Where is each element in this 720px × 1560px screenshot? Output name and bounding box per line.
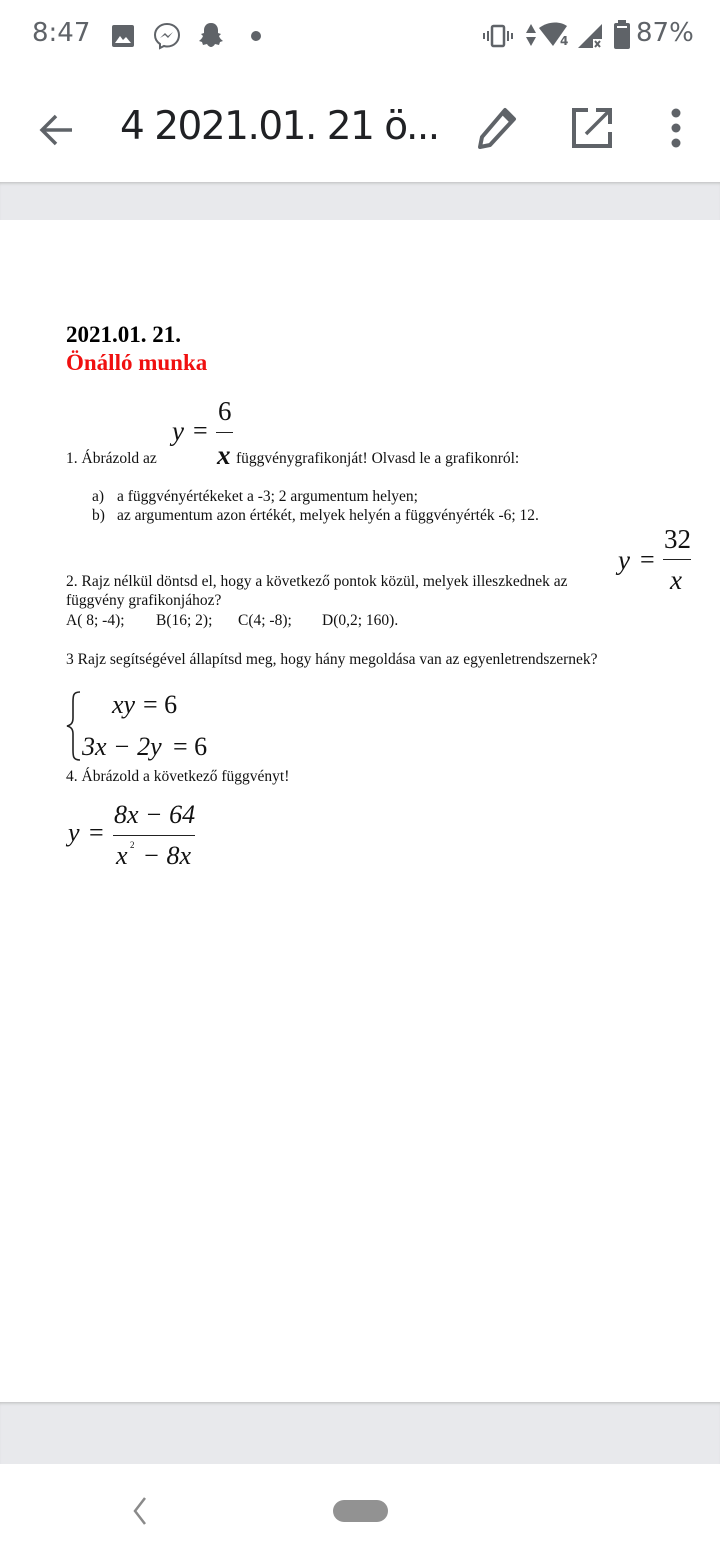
q2-formula-lhs: y	[618, 545, 630, 575]
vibrate-icon	[482, 24, 514, 48]
back-nav-icon[interactable]	[130, 1494, 150, 1528]
viewer-background-top	[0, 182, 720, 220]
document-page[interactable]	[0, 220, 720, 1402]
q2-fraction-bar	[663, 559, 691, 560]
q4-fraction-bar	[113, 835, 195, 836]
image-icon	[111, 24, 135, 48]
messenger-icon	[153, 22, 181, 50]
document-title: 4 2021.01. 21 ö...	[120, 104, 439, 149]
app-bar	[0, 72, 720, 182]
q1-formula-eq: =	[193, 416, 208, 445]
q2-formula-numerator: 32	[664, 524, 691, 554]
left-brace-icon	[64, 690, 84, 762]
status-bar	[0, 0, 720, 72]
q4-denominator-rest: − 8x	[136, 841, 192, 870]
q1-item-a-text: a függvényértékeket a -3; 2 argumentum helyen;	[117, 488, 418, 505]
q1-fraction-bar	[216, 432, 233, 433]
cell-signal-icon	[576, 22, 604, 50]
q1-item-a-label: a)	[92, 488, 105, 505]
viewer-background-bottom	[0, 1402, 720, 1464]
svg-text:4: 4	[560, 34, 569, 48]
data-arrows-icon	[525, 22, 537, 48]
battery-icon	[613, 20, 631, 50]
q3-eq2-lhs: 3x − 2y	[82, 732, 162, 761]
open-external-icon[interactable]	[570, 106, 614, 150]
q3-eq1-lhs: xy	[112, 690, 136, 719]
q3-eq1-rhs: = 6	[143, 690, 178, 719]
q4-formula-numerator: 8x − 64	[114, 800, 196, 829]
q1-suffix: függvénygrafikonját! Olvasd le a grafikonról:	[236, 450, 520, 467]
q1-item-b-text: az argumentum azon értékét, melyek helyén a függvényérték -6; 12.	[117, 507, 539, 524]
q2-point-a: A( 8; -4);	[66, 612, 125, 629]
q4-denominator-base: x	[116, 841, 128, 870]
q1-formula-denominator: x	[217, 440, 231, 470]
q4-formula-lhs: y	[68, 818, 80, 847]
arrow-left-icon[interactable]	[34, 108, 78, 152]
q2-formula-denominator: x	[670, 565, 682, 595]
snapchat-icon	[197, 21, 225, 49]
system-nav-bar	[0, 1464, 720, 1560]
battery-percent: 87%	[636, 18, 694, 48]
q2-line2: függvény grafikonjához?	[66, 592, 222, 609]
q4-denominator-exponent: 2	[130, 840, 135, 850]
q2-formula-eq: =	[640, 545, 655, 574]
q2-point-d: D(0,2; 160).	[322, 612, 399, 629]
home-pill[interactable]	[333, 1500, 388, 1522]
wifi-icon	[538, 22, 574, 48]
more-vert-icon[interactable]	[662, 106, 690, 150]
edit-icon[interactable]	[474, 104, 522, 152]
q4-formula-eq: =	[89, 818, 104, 847]
q2-point-c: C(4; -8);	[238, 612, 292, 629]
document-subtitle: Önálló munka	[66, 350, 208, 375]
dot-icon	[250, 30, 262, 42]
q3-text: 3 Rajz segítségével állapítsd meg, hogy hány megoldása van az egyenletrendszernek?	[66, 651, 598, 668]
q2-point-b: B(16; 2);	[156, 612, 213, 629]
clock: 8:47	[32, 18, 91, 48]
q2-line1: 2. Rajz nélkül döntsd el, hogy a következő pontok közül, melyek illeszkednek az	[66, 573, 568, 590]
q1-prefix: 1. Ábrázold az	[66, 450, 157, 467]
q1-formula-lhs: y	[172, 416, 184, 446]
q4-text: 4. Ábrázold a következő függvényt!	[66, 768, 290, 785]
q1-item-b-label: b)	[92, 507, 105, 524]
q1-formula-numerator: 6	[218, 396, 232, 426]
document-date: 2021.01. 21.	[66, 322, 181, 347]
q3-eq2-rhs: = 6	[173, 732, 208, 761]
